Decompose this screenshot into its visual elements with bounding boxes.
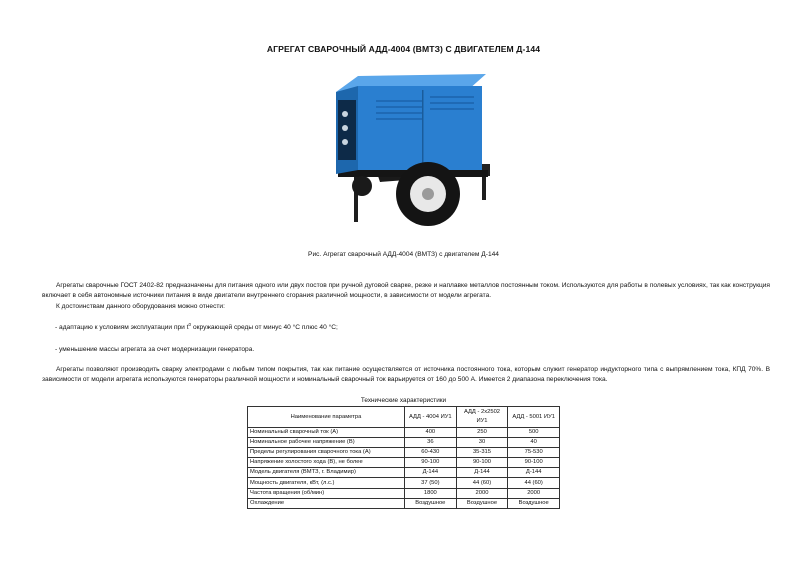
row-name: Номинальное рабочее напряжение (В): [248, 438, 405, 448]
row-value: Д-144: [508, 468, 560, 478]
table-row: [248, 468, 560, 478]
unit-celsius-1: °C: [292, 324, 301, 332]
figure-caption: Рис. Агрегат сварочный АДД-4004 (ВМТЗ) с двигателем Д-144: [308, 251, 499, 258]
spec-table-header: [248, 407, 560, 428]
row-value: 35-315: [456, 448, 508, 458]
row-name: Номинальный сварочный ток (А): [248, 428, 405, 438]
unit-celsius-2: °C: [328, 324, 336, 332]
rear-wheel-hint: [352, 176, 372, 196]
header-add-2x2502: АДД - 2х2502 ИУ1: [456, 407, 508, 428]
row-name: Модель двигателя (ВМТЗ, г. Владимир): [248, 468, 405, 478]
row-value: 90-100: [456, 458, 508, 468]
intro-paragraph: Агрегаты сварочные ГОСТ 2402-82 предназначены для питания одного или двух постов при ручной дуговой сварке, резке и наплавке металлов постоянным током. Используются для работы в полевых условиях, так как конструкция включает в себя автономные источники питания в виде двигатели внутреннего сгорания различной мощности, в зависимости от модели агрегата.: [42, 282, 770, 299]
row-value: 90-100: [508, 458, 560, 468]
row-value: 44 (60): [508, 478, 560, 488]
advantage-text-end: ;: [335, 324, 338, 332]
row-value: Д-144: [456, 468, 508, 478]
row-value: 75-530: [508, 448, 560, 458]
table-row: [248, 488, 560, 498]
row-value: 30: [456, 438, 508, 448]
door-seam: [422, 90, 424, 168]
row-value: Воздушное: [405, 498, 457, 508]
row-name: Напряжение холостого хода (В), не более: [248, 458, 405, 468]
advantage-text-mid: окружающей среды от минус 40: [191, 324, 293, 332]
advantage-text-and: плюс 40: [300, 324, 329, 332]
table-row: [248, 498, 560, 508]
panel-knob-3: [342, 139, 348, 145]
row-value: 36: [405, 438, 457, 448]
row-value: Д-144: [405, 468, 457, 478]
temperature-superscript: 0: [188, 322, 192, 327]
table-row: [248, 458, 560, 468]
row-value: 2000: [456, 488, 508, 498]
row-value: 44 (60): [456, 478, 508, 488]
welding-unit-photo: [318, 66, 494, 238]
spec-table: [247, 406, 560, 509]
panel-knob-2: [342, 125, 348, 131]
document-title: АГРЕГАТ СВАРОЧНЫЙ АДД-4004 (ВМТЗ) С ДВИГАТЕЛЕМ Д-144: [266, 44, 541, 54]
row-name: Пределы регулирования сварочного тока (А): [248, 448, 405, 458]
table-row: [248, 448, 560, 458]
advantage-item-weight: - уменьшение массы агрегата за счет модернизации генератора.: [55, 346, 255, 353]
table-row: [248, 428, 560, 438]
row-value: 250: [456, 428, 508, 438]
row-value: Воздушное: [456, 498, 508, 508]
header-param: Наименование параметра: [248, 407, 405, 428]
spec-table-title: Технические характеристики: [360, 397, 447, 404]
row-value: 2000: [508, 488, 560, 498]
row-name: Частота вращения (об/мин): [248, 488, 405, 498]
row-value: 40: [508, 438, 560, 448]
row-name: Мощность двигателя, кВт, (л.с.): [248, 478, 405, 488]
row-value: 37 (50): [405, 478, 457, 488]
advantage-item-temperature: [55, 322, 338, 331]
row-value: 1800: [405, 488, 457, 498]
row-value: 60-430: [405, 448, 457, 458]
enclosure-side: [358, 86, 482, 170]
advantage-text-prefix: - адаптацию к условиям эксплуатации при: [55, 324, 187, 332]
wheel-hub: [422, 188, 434, 200]
row-name: Охлаждение: [248, 498, 405, 508]
table-row: [248, 478, 560, 488]
row-value: Воздушное: [508, 498, 560, 508]
row-value: 90-100: [405, 458, 457, 468]
header-add-4004: АДД - 4004 ИУ1: [405, 407, 457, 428]
panel-knob-1: [342, 111, 348, 117]
temperature-symbol: t: [186, 324, 189, 332]
row-value: 500: [508, 428, 560, 438]
usage-paragraph: Агрегаты позволяют производить сварку электродами с любым типом покрытия, так как питание осуществляется от источника постоянного тока, которым служит генератор индукторного типа с выпрямлением тока, КПД 70%. В зависимости от модели агрегата используются генераторы различной мощности и номинальный сварочный ток варьируется от 160 до 500 А. Имеется 2 диапазона переключения тока.: [42, 366, 770, 383]
header-add-5001: АДД - 5001 ИУ1: [508, 407, 560, 428]
row-value: 400: [405, 428, 457, 438]
advantages-intro: К достоинствам данного оборудования можно отнести:: [56, 303, 225, 310]
table-row: [248, 438, 560, 448]
